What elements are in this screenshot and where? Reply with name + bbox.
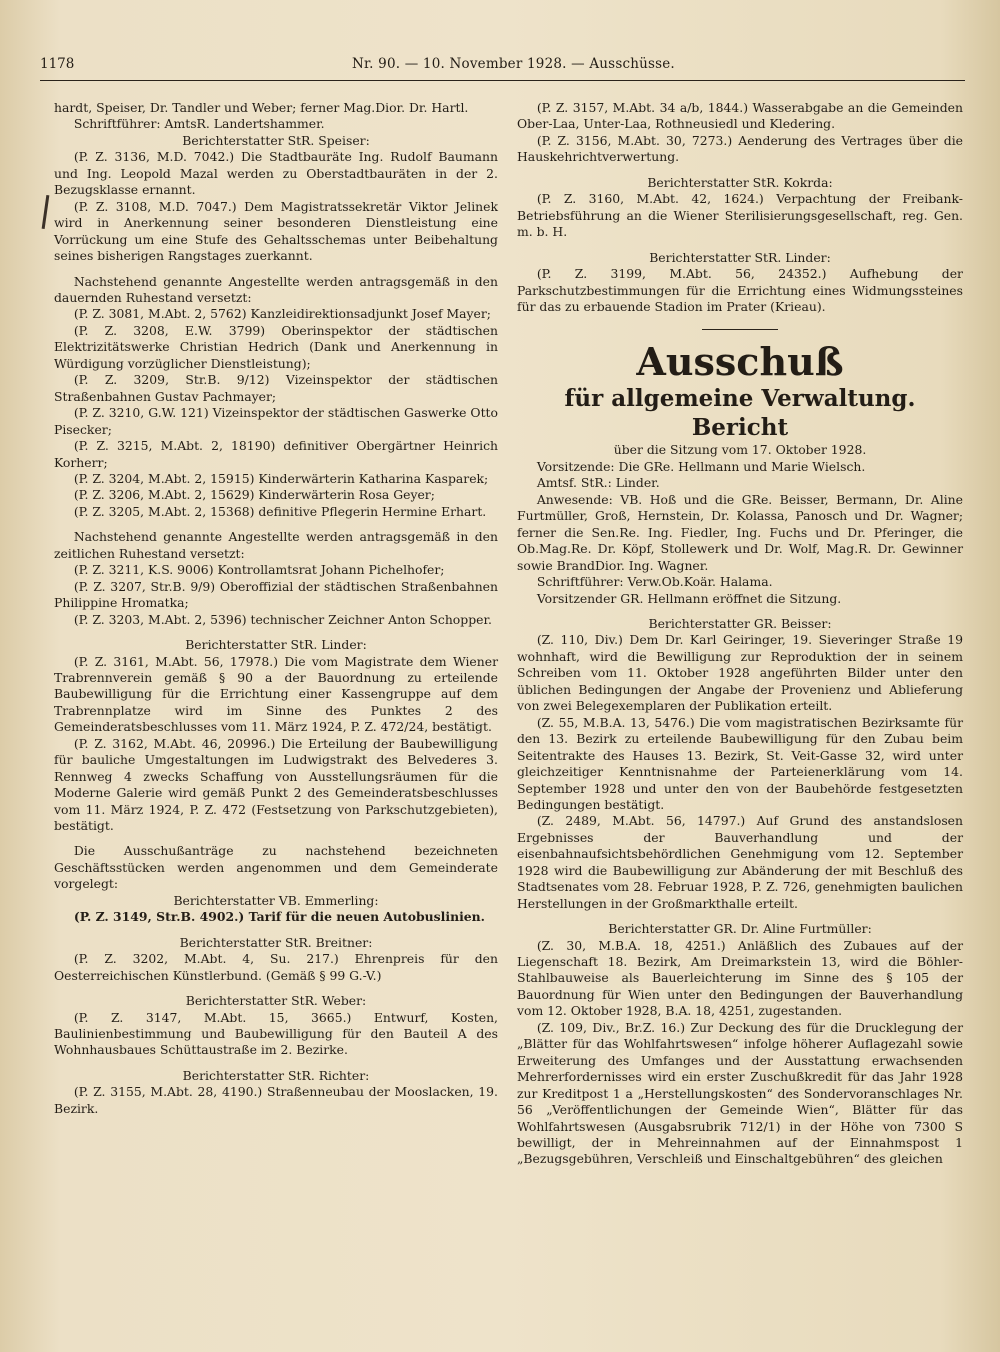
right-bottom-paragraph: Amtsf. StR.: Linder.	[536, 475, 660, 491]
left-paragraph: Nachstehend genannte Angestellte werden antragsgemäß in den dauernden Ruhestand versetzt:	[54, 273, 498, 305]
left-paragraph: (P. Z. 3081, M.Abt. 2, 5762) Kanzleidirektionsadjunkt Josef Mayer;	[73, 306, 491, 322]
left-paragraph: (P. Z. 3211, K.S. 9006) Kontrollamtsrat Johann Pichelhofer;	[73, 562, 445, 578]
left-paragraph: (P. Z. 3155, M.Abt. 28, 4190.) Straßenneubau der Mooslacken, 19. Bezirk.	[54, 1084, 498, 1116]
committee-subtitle: für allgemeine Verwaltung.	[564, 385, 916, 413]
right-bottom-paragraph: Anwesende: VB. Hoß und die GRe. Beisser, Bermann, Dr. Aline Furtmüller, Groß, Hernstein, Dr. Kolassa, Panosch und Dr. Wagner; ferner die Sen.Re. Ing. Fiedler, Ing. Fuchs und Dr. Pferinger, die Ob.Mag.Re. Dr. Köpf, Stollewerk und Dr. Wolf, Mag.R. Dr. Gewinner sowie BrandDior. Ing. Wagner.	[517, 491, 963, 573]
report-heading: Bericht	[691, 414, 789, 442]
committee-title: Ausschuß	[636, 339, 844, 385]
left-paragraph: (P. Z. 3161, M.Abt. 56, 17978.) Die vom Magistrate dem Wiener Trabrennverein gemäß § 90 a der Bauordnung zu erteilende Baubewilligung für die Errichtung einer Kassengruppe auf dem Trabrennplatze wird im Sinne des Punktes 2 des Gemeinderatsbeschlusses vom 11. März 1924, P. Z. 472/24, bestätigt.	[54, 653, 498, 735]
left-paragraph: (P. Z. 3203, M.Abt. 2, 5396) technischer Zeichner Anton Schopper.	[73, 611, 492, 627]
meeting-date: über die Sitzung vom 17. Oktober 1928.	[613, 442, 867, 458]
right-bottom-heading: Berichterstatter GR. Dr. Aline Furtmüller:	[608, 921, 872, 937]
left-heading: Berichterstatter StR. Speiser:	[182, 132, 370, 148]
section-divider	[702, 329, 778, 330]
left-paragraph: (P. Z. 3136, M.D. 7042.) Die Stadtbauräte Ing. Rudolf Baumann und Ing. Leopold Mazal werden zu Oberstadtbauräten in der 2. Bezugsklasse ernannt.	[54, 149, 498, 198]
left-paragraph: (P. Z. 3205, M.Abt. 2, 15368) definitive Pflegerin Hermine Erhart.	[73, 503, 487, 519]
left-heading: Berichterstatter StR. Breitner:	[179, 934, 373, 950]
margin-pencil-mark	[42, 195, 50, 229]
header-rule	[40, 80, 965, 81]
right-top-heading: Berichterstatter StR. Linder:	[649, 249, 831, 265]
right-column	[517, 100, 963, 1168]
right-bottom-paragraph: (Z. 110, Div.) Dem Dr. Karl Geiringer, 19. Sieveringer Straße 19 wohnhaft, wird die Bewilligung zur Reproduktion der in seinem Schreiben vom 11. Oktober 1928 angeführten Bilder unter den üblichen Bedingungen der Angabe der Provenienz und Ablieferung von zwei Belegexemplaren der Publikation erteilt.	[517, 632, 963, 714]
right-bottom-heading: Berichterstatter GR. Beisser:	[648, 615, 832, 631]
left-paragraph: (P. Z. 3149, Str.B. 4902.) Tarif für die neuen Autobuslinien.	[73, 909, 485, 925]
right-top-paragraph: (P. Z. 3199, M.Abt. 56, 24352.) Aufhebung der Parkschutzbestimmungen für die Errichtung eines Widmungssteines für das zu erbauende Stadion im Prater (Krieau).	[517, 266, 963, 314]
left-paragraph: (P. Z. 3202, M.Abt. 4, Su. 217.) Ehrenpreis für den Oesterreichischen Künstlerbund. (Gemäß § 99 G.-V.)	[54, 951, 498, 983]
right-bottom-paragraph: Vorsitzende: Die GRe. Hellmann und Marie Wielsch.	[536, 458, 866, 474]
left-heading: Berichterstatter StR. Linder:	[185, 637, 367, 653]
right-top-paragraph: (P. Z. 3160, M.Abt. 42, 1624.) Verpachtung der Freibank-Betriebsführung an die Wiener Sterilisierungsgesellschaft, reg. Gen. m. b. H.	[517, 191, 963, 240]
right-top-heading: Berichterstatter StR. Kokrda:	[647, 174, 833, 190]
right-top-paragraph: (P. Z. 3157, M.Abt. 34 a/b, 1844.) Wasserabgabe an die Gemeinden Ober-Laa, Unter-Laa, Rothneusiedl und Kledering.	[517, 100, 963, 132]
header-title: Nr. 90. — 10. November 1928. — Ausschüsse.	[352, 56, 675, 72]
left-heading: Berichterstatter VB. Emmerling:	[173, 892, 379, 908]
right-bottom-paragraph: (Z. 109, Div., Br.Z. 16.) Zur Deckung des für die Drucklegung der „Blätter für das Wohlfahrtswesen“ infolge höherer Auflagezahl sowie Erweiterung des Umfanges und der Ausstattung erwachsenden Mehrerfordernisses wird ein erster Zuschußkredit für das Jahr 1928 zur Kreditpost 1 a „Herstellungskosten“ des Sondervoranschlages Nr. 56 „Veröffentlichungen der Gemeinde Wien“, Blätter für das Wohlfahrtswesen (Ausgabsrubrik 712/1) in der Höhe von 7300 S bewilligt, der in Mehreinnahmen auf der Einnahmspost 1 „Bezugsgebühren, Verschleiß und Einschaltgebühren“ des gleichen	[517, 1019, 963, 1167]
left-paragraph: (P. Z. 3209, Str.B. 9/12) Vizeinspektor der städtischen Straßenbahnen Gustav Pachmayer;	[54, 372, 498, 404]
left-paragraph: (P. Z. 3147, M.Abt. 15, 3665.) Entwurf, Kosten, Baulinienbestimmung und Baubewilligung für den Bauteil A des Wohnhausbaues Schüttaustraße im 2. Bezirke.	[54, 1009, 498, 1058]
right-column-top	[517, 100, 963, 315]
left-paragraph: (P. Z. 3215, M.Abt. 2, 18190) definitiver Obergärtner Heinrich Korherr;	[54, 438, 498, 470]
right-bottom-paragraph: (Z. 2489, M.Abt. 56, 14797.) Auf Grund des anstandslosen Ergebnisses der Bauverhandlung und der eisenbahnaufsichtsbehördlichen Genehmigung vom 12. September 1928 wird die Baubewilligung zur Abänderung der mit Beschluß des Stadtsenates vom 28. Februar 1928, P. Z. 726, genehmigten baulichen Herstellungen in der Großmarkthalle erteilt.	[517, 813, 963, 911]
right-column-bottom	[517, 459, 963, 1168]
left-paragraph: Nachstehend genannte Angestellte werden antragsgemäß in den zeitlichen Ruhestand versetzt:	[54, 529, 498, 561]
left-paragraph: hardt, Speiser, Dr. Tandler und Weber; ferner Mag.Dior. Dr. Hartl.	[54, 100, 469, 115]
left-paragraph: (P. Z. 3162, M.Abt. 46, 20996.) Die Erteilung der Baubewilligung für bauliche Umgestaltungen im Ludwigstrakt des Belvederes 3. Rennweg 4 zwecks Schaffung von Ausstellungsräumen für die Moderne Galerie wird gemäß Punkt 2 des Gemeinderatsbeschlusses vom 11. März 1924, P. Z. 472 (Festsetzung von Parkschutzgebieten), bestätigt.	[54, 735, 498, 834]
left-column	[54, 100, 498, 1117]
left-heading: Berichterstatter StR. Weber:	[185, 993, 367, 1009]
right-top-paragraph: (P. Z. 3156, M.Abt. 30, 7273.) Aenderung des Vertrages über die Hauskehrichtverwertung.	[517, 132, 963, 165]
left-paragraph: Die Ausschußanträge zu nachstehend bezeichneten Geschäftsstücken werden angenommen und dem Gemeinderate vorgelegt:	[54, 843, 498, 892]
right-bottom-paragraph: Schriftführer: Verw.Ob.Koär. Halama.	[536, 574, 773, 590]
left-paragraph: (P. Z. 3206, M.Abt. 2, 15629) Kinderwärterin Rosa Geyer;	[73, 487, 435, 503]
left-paragraph: (P. Z. 3108, M.D. 7047.) Dem Magistratssekretär Viktor Jelinek wird in Anerkennung seiner besonderen Dienstleistung eine Vorrückung um eine Stufe des Gehaltsschemas unter Beibehaltung seines bisherigen Rangstages zuerkannt.	[54, 198, 498, 264]
left-paragraph: (P. Z. 3204, M.Abt. 2, 15915) Kinderwärterin Katharina Kasparek;	[73, 470, 489, 486]
left-paragraph: (P. Z. 3207, Str.B. 9/9) Oberoffizial der städtischen Straßenbahnen Philippine Hromatka;	[54, 578, 498, 611]
left-paragraph: (P. Z. 3210, G.W. 121) Vizeinspektor der städtischen Gaswerke Otto Pisecker;	[54, 405, 498, 437]
page-header	[40, 56, 965, 78]
left-paragraph: (P. Z. 3208, E.W. 3799) Oberinspektor der städtischen Elektrizitätswerke Christian Hedrich (Dank und Anerkennung in Würdigung vorzüglicher Dienstleistung);	[54, 322, 498, 371]
left-paragraph: Schriftführer: AmtsR. Landertshammer.	[73, 116, 325, 132]
left-heading: Berichterstatter StR. Richter:	[182, 1067, 370, 1083]
right-bottom-paragraph: (Z. 55, M.B.A. 13, 5476.) Die vom magistratischen Bezirksamte für den 13. Bezirk zu erteilende Baubewilligung für den Zubau beim Seitentrakte des Hauses 13. Bezirk, St. Veit-Gasse 32, wird unter gleichzeitiger Kenntnisnahme der Parteienerklärung vom 14. September 1928 und unter den von der Baubehörde festgesetzten Bedingungen bestätigt.	[517, 714, 963, 812]
right-bottom-paragraph: (Z. 30, M.B.A. 18, 4251.) Anläßlich des Zubaues auf der Liegenschaft 18. Bezirk, Am Dreimarkstein 13, wird die Böhler-Stahlbauweise als Bauerleichterung im Sinne des § 105 der Bauordnung für Wien unter den Bedingungen der Bauverhandlung vom 12. Oktober 1928, B.A. 18, 4251, zugestanden.	[517, 937, 963, 1019]
right-bottom-paragraph: Vorsitzender GR. Hellmann eröffnet die Sitzung.	[536, 590, 842, 606]
page-number: 1178	[40, 56, 75, 72]
